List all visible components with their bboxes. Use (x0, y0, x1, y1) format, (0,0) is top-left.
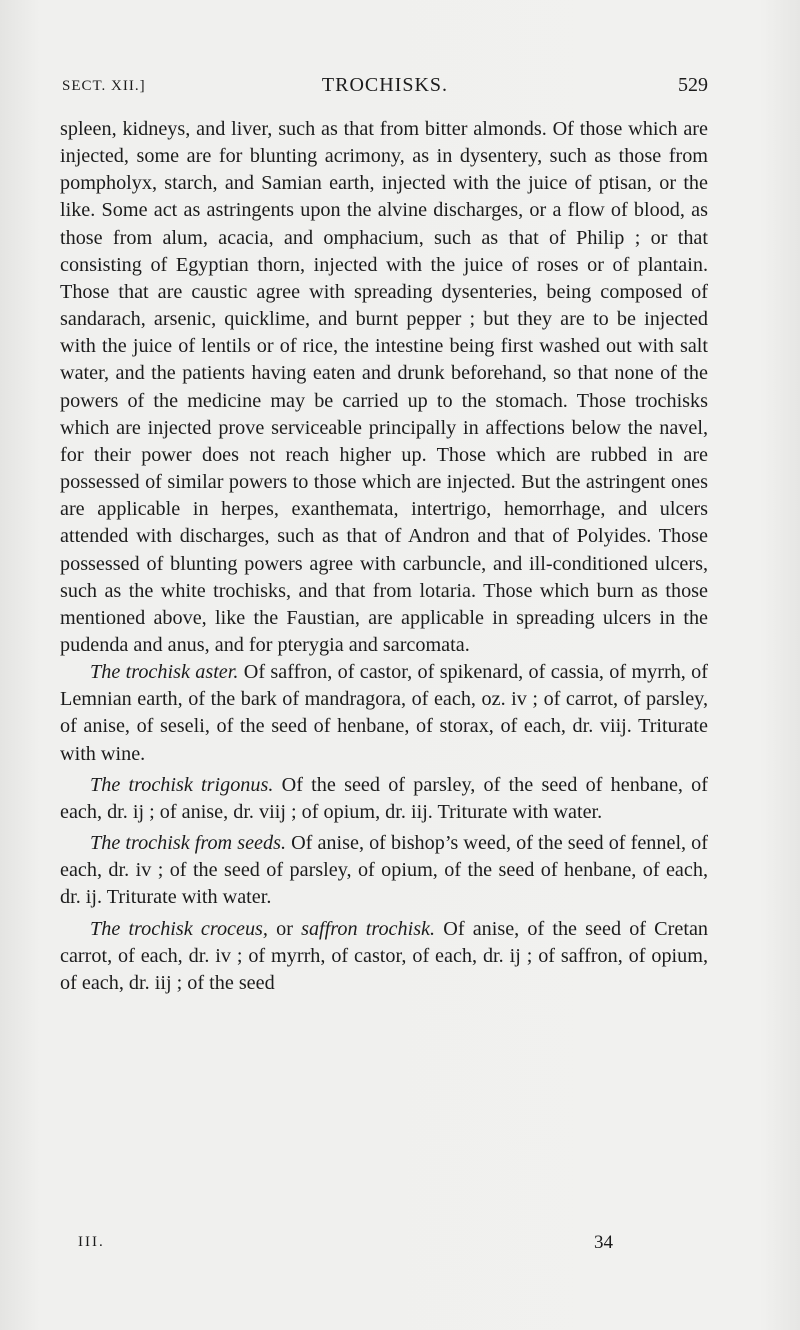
recipe-text: Of saffron, of castor, of spikenard, of cassia, of myrrh, of Lemnian earth, of the bark of mandragora, of each, oz. iv ; of carrot, of parsley, of anise, of seseli, of the seed of henbane, of storax, of each, dr. viij. Triturate with wine. (60, 661, 708, 765)
page-number: 529 (678, 74, 708, 96)
recipe-aster (60, 659, 708, 768)
recipe-text: Of anise, of bishop’s weed, of the seed of fennel, of each, dr. iv ; of the seed of parsley, of opium, of the seed of henbane, of each, dr. ij. Triturate with water. (60, 832, 709, 909)
recipe-text: Of the seed of parsley, of the seed of henbane, of each, dr. ij ; of anise, dr. viij ; of opium, dr. iij. Triturate with water. (60, 773, 709, 823)
body-text (60, 116, 708, 1001)
recipe-from-seeds (60, 830, 708, 911)
recipe-connector: or (267, 917, 302, 940)
intro-paragraph: spleen, kidneys, and liver, such as that from bitter almonds. Of those which are injected, some are for blunting acrimony, as in dysentery, such as those from pompholyx, starch, and Samian earth, injected with the juice of ptisan, or the like. Some act as astringents upon the alvine discharges, or a flow of blood, as those from alum, acacia, and omphacium, such as that of Philip ; or that consisting of Egyptian thorn, injected with the juice of roses or of plantain. Those that are caustic agree with spreading dysenteries, being composed of sandarach, arsenic, quicklime, and burnt pepper ; but they are to be injected with the juice of lentils or of rice, the intestine being first washed out with salt water, and the patients having eaten and drunk beforehand, so that none of the powers of the medicine may be carried up to the stomach. Those trochisks which are injected prove serviceable principally in affections below the navel, for their power does not reach higher up. Those which are rubbed in are possessed of similar powers to those which are injected. But the astringent ones are applicable in herpes, exanthemata, intertrigo, hemorrhage, and ulcers attended with discharges, such as that of Andron and that of Polyides. Those possessed of blunting powers agree with carbuncle, and ill-conditioned ulcers, such as the white trochisks, and that from lotaria. Those which burn as those mentioned above, like the Faustian, are applicable in spreading ulcers in the pudenda and anus, and for pterygia and sarcomata. (60, 118, 708, 656)
recipe-name: The trochisk aster. (90, 661, 239, 684)
running-head (62, 74, 708, 102)
recipe-text: Of anise, of the seed of Cretan carrot, of each, dr. iv ; of myrrh, of castor, of each, dr. ij ; of saffron, of opium, of each, dr. iij ; of the seed (60, 917, 708, 994)
recipe-name: The trochisk from seeds. (90, 832, 286, 855)
page-footer (78, 1232, 638, 1258)
recipe-name: The trochisk trigonus. (90, 773, 274, 796)
recipe-name-alt: saffron trochisk. (301, 917, 436, 940)
recipe-trigonus (60, 772, 708, 826)
recipe-croceus (60, 916, 708, 997)
signature-number: 34 (594, 1232, 613, 1253)
section-label: SECT. XII.] (62, 78, 146, 94)
page-title: TROCHISKS. (321, 74, 449, 96)
signature-mark: III. (78, 1234, 105, 1250)
recipe-name: The trochisk croceus, (90, 917, 268, 940)
